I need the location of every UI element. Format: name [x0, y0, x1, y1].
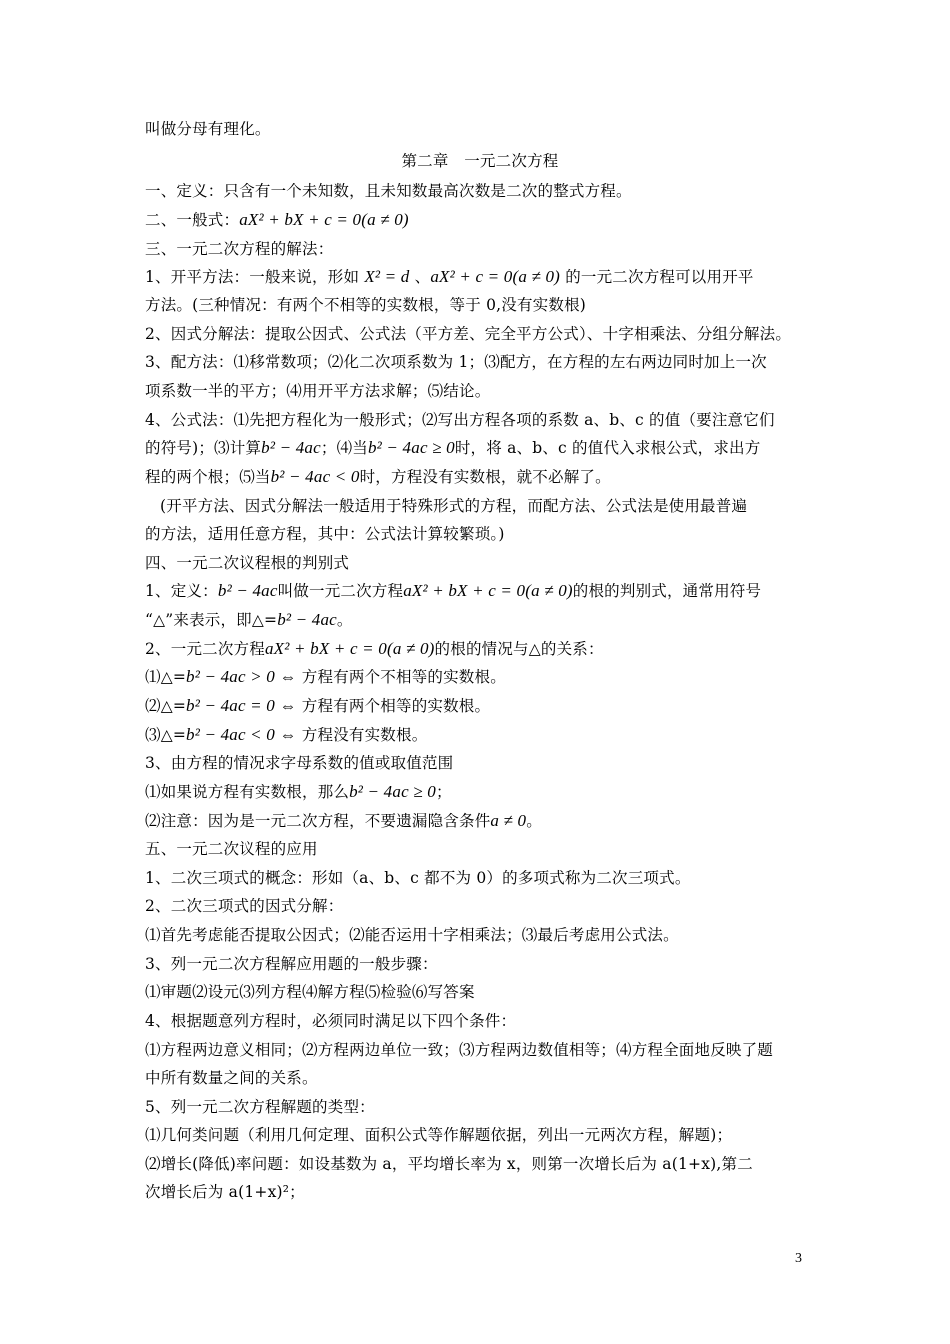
- text-line: ⑴审题⑵设元⑶列方程⑷解方程⑸检验⑹写答案: [145, 983, 475, 1001]
- text-line: 项系数一半的平方；⑷用开平方法求解；⑸结论。: [145, 382, 491, 400]
- formula-general-form: aX² + bX + c = 0(a ≠ 0): [264, 639, 435, 658]
- formula-general-form: aX² + bX + c = 0(a ≠ 0): [403, 581, 573, 600]
- text-line: “△”来表示，即△=b² − 4ac。: [145, 610, 353, 629]
- formula-sqrt-form-2: aX² + c = 0(a ≠ 0): [430, 267, 561, 286]
- section-heading: 四、一元二次议程根的判别式: [145, 554, 350, 572]
- text-line: 程的两个根；⑸当b² − 4ac < 0时，方程没有实数根，就不必解了。: [145, 467, 611, 486]
- formula-a-ne-0: a ≠ 0: [490, 811, 527, 830]
- formula-disc-gt0-iff: b² − 4ac > 0 ⇔: [186, 667, 297, 686]
- text-line: ⑵增长(降低)率问题：如设基数为 a，平均增长率为 x，则第一次增长后为 a(1+x),第二: [145, 1155, 753, 1173]
- text-line: ⑴△=b² − 4ac > 0 ⇔ 方程有两个不相等的实数根。: [145, 667, 506, 686]
- text-line: 3、列一元二次方程解应用题的一般步骤：: [145, 955, 438, 973]
- formula-disc-lt0-iff: b² − 4ac < 0 ⇔: [186, 725, 297, 744]
- formula-discriminant-lt0: b² − 4ac < 0: [270, 467, 360, 486]
- formula-disc-eq0-iff: b² − 4ac = 0 ⇔: [186, 696, 297, 715]
- text-line: 的方法，适用任意方程，其中：公式法计算较繁琐。): [145, 525, 505, 543]
- text-line: ⑴方程两边意义相同；⑵方程两边单位一致；⑶方程两边数值相等；⑷方程全面地反映了题: [145, 1041, 774, 1059]
- chapter-title: 第二章 一元二次方程: [401, 152, 559, 170]
- formula-sqrt-form-1: X² = d: [364, 267, 410, 286]
- text-line: 4、根据题意列方程时，必须同时满足以下四个条件：: [145, 1012, 517, 1030]
- text-line: 叫做分母有理化。: [145, 120, 271, 138]
- text-line: 1、二次三项式的概念：形如（a、b、c 都不为 0）的多项式称为二次三项式。: [145, 869, 691, 887]
- text-line: (开平方法、因式分解法一般适用于特殊形式的方程，而配方法、公式法是使用最普遍: [160, 497, 748, 515]
- formula-discriminant-ge0: b² − 4ac ≥ 0: [349, 782, 436, 801]
- text-line: 方法。(三种情况：有两个不相等的实数根，等于 0,没有实数根): [145, 296, 587, 314]
- formula-discriminant: b² − 4ac: [277, 610, 337, 629]
- text-line: ⑵△=b² − 4ac = 0 ⇔ 方程有两个相等的实数根。: [145, 696, 491, 715]
- text-line: 三、一元二次方程的解法：: [145, 240, 334, 258]
- text-line: 3、配方法：⑴移常数项；⑵化二次项系数为 1；⑶配方，在方程的左右两边同时加上一次: [145, 353, 767, 371]
- text-line: 一、定义：只含有一个未知数，且未知数最高次数是二次的整式方程。: [145, 182, 632, 200]
- text-line: ⑴如果说方程有实数根，那么b² − 4ac ≥ 0；: [145, 782, 452, 801]
- text-line: 5、列一元二次方程解题的类型：: [145, 1098, 375, 1116]
- formula-discriminant-ge0: b² − 4ac ≥ 0: [367, 438, 455, 457]
- text-line: 1、定义：b² − 4ac叫做一元二次方程aX² + bX + c = 0(a ≠ 0)的根的判别式，通常用符号: [145, 581, 762, 600]
- text-line: 中所有数量之间的关系。: [145, 1069, 318, 1087]
- formula-general-form: aX² + bX + c = 0(a ≠ 0): [239, 210, 409, 229]
- text-line: 4、公式法：⑴先把方程化为一般形式；⑵写出方程各项的系数 a、b、c 的值（要注意它们: [145, 411, 775, 429]
- text-line: ⑶△=b² − 4ac < 0 ⇔ 方程没有实数根。: [145, 725, 428, 744]
- text-line: 次增长后为 a(1+x)²；: [145, 1183, 305, 1201]
- formula-discriminant: b² − 4ac: [217, 581, 278, 600]
- text-line: 2、因式分解法：提取公因式、公式法（平方差、完全平方公式）、十字相乘法、分组分解法。: [145, 325, 792, 343]
- text-line: 1、开平方法：一般来说，形如 X² = d 、aX² + c = 0(a ≠ 0) 的一元二次方程可以用开平: [145, 267, 754, 286]
- section-heading: 五、一元二次议程的应用: [145, 840, 318, 858]
- text-line: 的符号)；⑶计算b² − 4ac；⑷当b² − 4ac ≥ 0时，将 a、b、c 的值代入求根公式，求出方: [145, 438, 761, 457]
- text-line: 二、一般式：aX² + bX + c = 0(a ≠ 0): [145, 210, 409, 229]
- text-line: ⑴首先考虑能否提取公因式；⑵能否运用十字相乘法；⑶最后考虑用公式法。: [145, 926, 679, 944]
- page-number: 3: [795, 1251, 802, 1266]
- text-line: ⑴几何类问题（利用几何定理、面积公式等作解题依据，列出一元两次方程，解题)；: [145, 1126, 733, 1144]
- text-line: 2、二次三项式的因式分解：: [145, 897, 344, 915]
- text-line: 3、由方程的情况求字母系数的值或取值范围: [145, 754, 454, 772]
- formula-discriminant: b² − 4ac: [261, 438, 321, 457]
- text-line: ⑵注意：因为是一元二次方程，不要遗漏隐含条件a ≠ 0。: [145, 811, 542, 830]
- text-line: 2、一元二次方程aX² + bX + c = 0(a ≠ 0)的根的情况与△的关系：: [145, 639, 604, 658]
